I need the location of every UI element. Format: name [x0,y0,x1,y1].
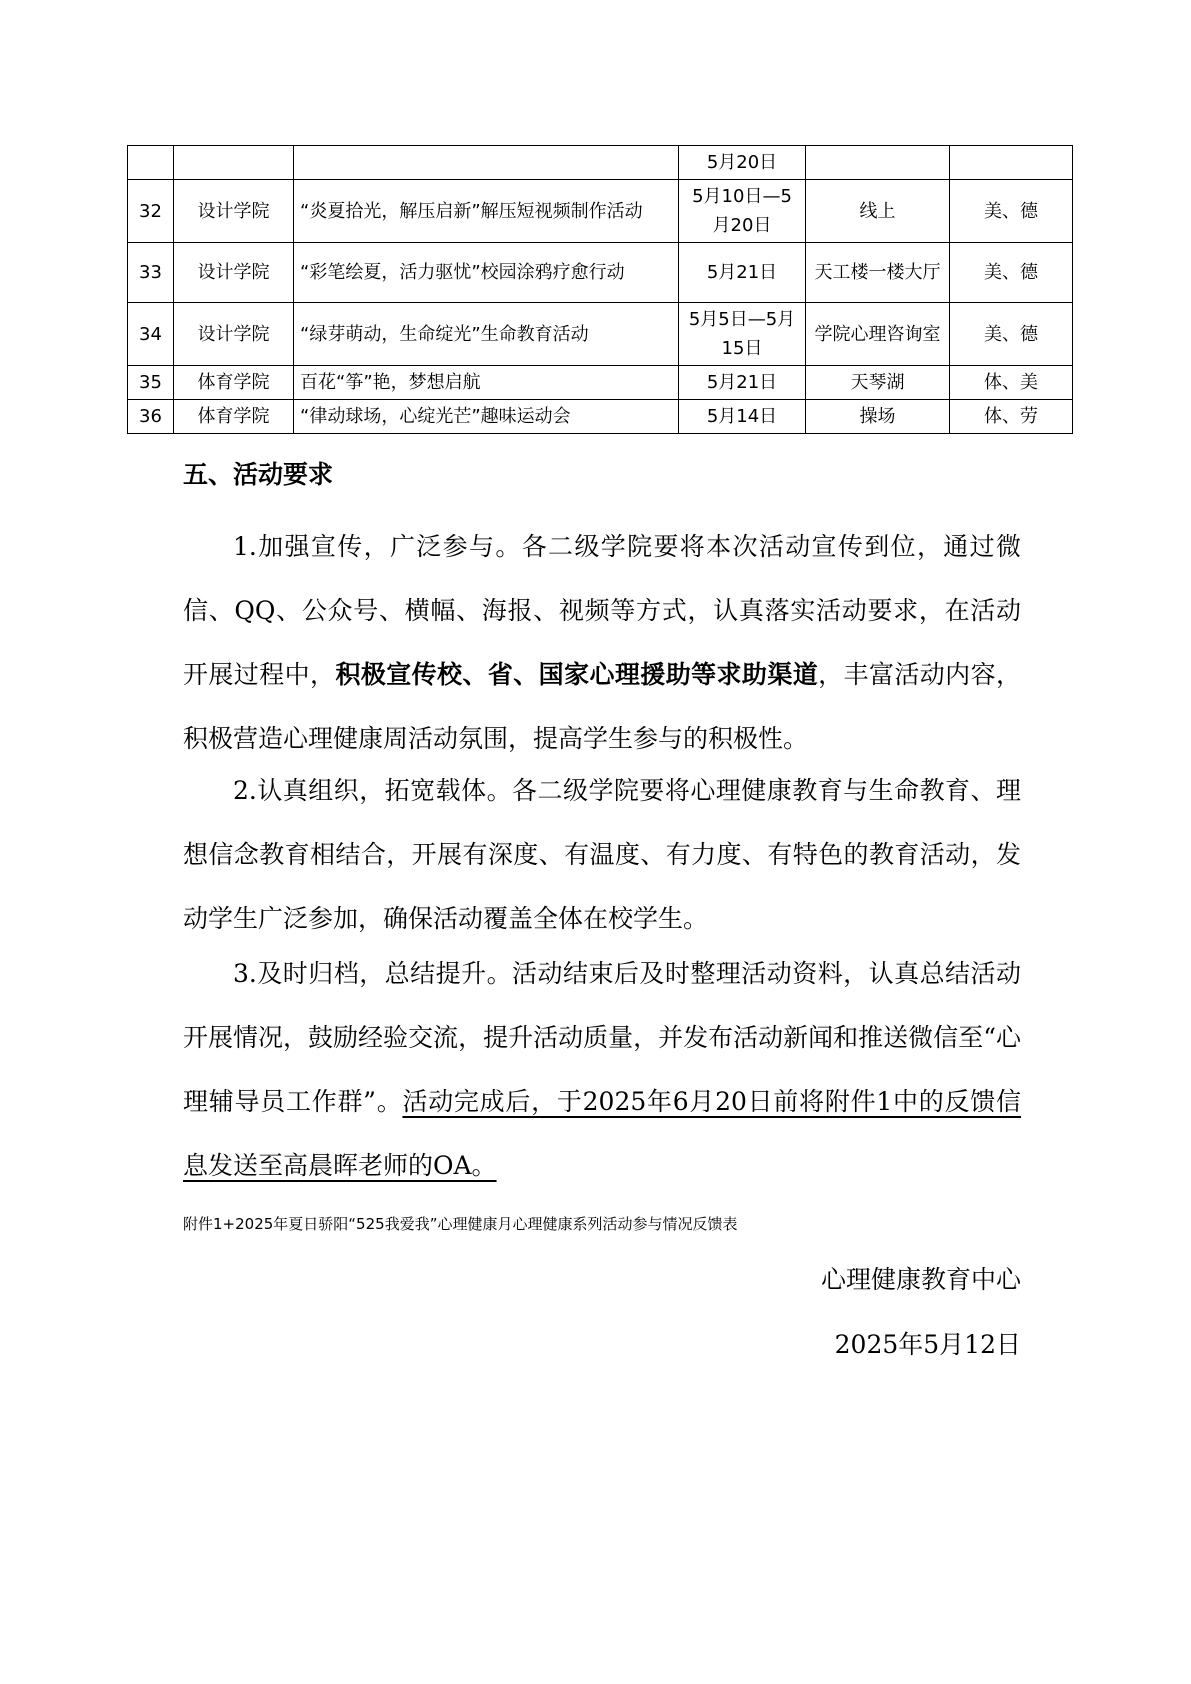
activity-time-cell: 5月20日 [679,146,806,180]
row-number-cell: 34 [128,303,174,366]
table-row [128,180,1073,243]
paragraph-3-underlined-text: 活动完成后，于2025年6月20日前将附件1中的反馈信息发送至高晨晖老师的OA。 [183,1087,1021,1180]
activity-category-cell: 体、美 [950,366,1073,400]
requirement-paragraph-3 [183,942,1021,1198]
activity-time-cell: 5月21日 [679,366,806,400]
table-row [128,303,1073,366]
organizer-cell [174,146,294,180]
paragraph-1-text-b: ，丰富活动内容，积极营造心理健康周活动氛围，提高学生参与的积极性。 [183,660,1021,753]
activity-place-cell: 学院心理咨询室 [806,303,950,366]
activity-time-cell: 5月10日—5月20日 [679,180,806,243]
table-row [128,146,1073,180]
activity-place-cell: 操场 [806,400,950,434]
organizer-cell: 设计学院 [174,303,294,366]
activity-place-cell [806,146,950,180]
activity-place-cell: 天琴湖 [806,366,950,400]
activity-time-cell: 5月21日 [679,243,806,303]
signature-org: 心理健康教育中心 [820,1265,1021,1294]
attachment-note: 附件1+2025年夏日骄阳“525我爱我”心理健康月心理健康系列活动参与情况反馈表 [183,1215,738,1233]
activity-name-cell [294,146,679,180]
activity-place-cell: 天工楼一楼大厅 [806,243,950,303]
activity-category-cell: 美、德 [950,243,1073,303]
activity-category-cell: 美、德 [950,303,1073,366]
row-number-cell: 35 [128,366,174,400]
activity-name-cell: “炎夏拾光，解压启新”解压短视频制作活动 [294,180,679,243]
activity-time-cell: 5月14日 [679,400,806,434]
table-row [128,243,1073,303]
requirement-paragraph-1 [183,515,1021,771]
organizer-cell: 设计学院 [174,180,294,243]
activity-category-cell: 美、德 [950,180,1073,243]
activity-name-cell: “彩笔绘夏，活力驱忧”校园涂鸦疗愈行动 [294,243,679,303]
activity-table [127,145,1073,434]
requirement-paragraph-2: 2.认真组织，拓宽载体。各二级学院要将心理健康教育与生命教育、理想信念教育相结合，开展有深度、有温度、有力度、有特色的教育活动，发动学生广泛参加，确保活动覆盖全体在校学生。 [183,776,1021,933]
organizer-cell: 设计学院 [174,243,294,303]
activity-table-body [128,146,1073,434]
activity-category-cell: 体、劳 [950,400,1073,434]
organizer-cell: 体育学院 [174,400,294,434]
activity-category-cell [950,146,1073,180]
table-row [128,400,1073,434]
paragraph-1-text-a: 1.加强宣传，广泛参与。各二级学院要将本次活动宣传到位，通过微信、QQ、公众号、横幅、海报、视频等方式，认真落实活动要求，在活动开展过程中， [183,532,1021,689]
row-number-cell: 36 [128,400,174,434]
activity-name-cell: 百花“筝”艳，梦想启航 [294,366,679,400]
activity-time-cell: 5月5日—5月15日 [679,303,806,366]
activity-name-cell: “律动球场，心绽光芒”趣味运动会 [294,400,679,434]
paragraph-1-bold-text: 积极宣传校、省、国家心理援助等求助渠道 [335,660,819,689]
signature-date: 2025年5月12日 [834,1330,1021,1359]
row-number-cell [128,146,174,180]
row-number-cell: 33 [128,243,174,303]
activity-name-cell: “绿芽萌动，生命绽光”生命教育活动 [294,303,679,366]
table-row [128,366,1073,400]
activity-place-cell: 线上 [806,180,950,243]
row-number-cell: 32 [128,180,174,243]
organizer-cell: 体育学院 [174,366,294,400]
paragraph-3-text: 3.及时归档，总结提升。活动结束后及时整理活动资料，认真总结活动开展情况，鼓励经验交流，提升活动质量，并发布活动新闻和推送微信至“心理辅导员工作群”。 [183,959,1021,1116]
section-heading: 五、活动要求 [183,460,334,489]
